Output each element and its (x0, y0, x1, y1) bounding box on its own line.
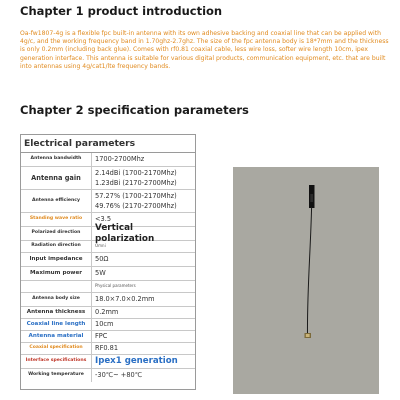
spec-value-line: Physical parameters (95, 283, 136, 289)
spec-value (92, 267, 195, 280)
spec-row (21, 241, 195, 253)
ipex-connector-pin (306, 334, 310, 337)
spec-table (20, 134, 196, 390)
spec-label: Maximum power (21, 267, 92, 280)
spec-row (21, 293, 195, 307)
spec-table-rows (21, 153, 195, 382)
spec-value-line: 5W (95, 269, 106, 278)
spec-label: Input impedance (21, 253, 92, 266)
spec-value (92, 167, 195, 189)
spec-value (92, 253, 195, 266)
spec-row (21, 319, 195, 331)
spec-value-line: Omni (95, 243, 106, 249)
spec-value (92, 369, 195, 382)
spec-value (92, 307, 195, 318)
spec-row (21, 369, 195, 382)
spec-label (21, 281, 92, 292)
spec-value (92, 153, 195, 166)
spec-label: Interface specifications (21, 355, 92, 368)
spec-row (21, 355, 195, 369)
spec-value (92, 293, 195, 306)
spec-value-line: Ipex1 generation (95, 356, 178, 367)
spec-label: Radiation direction (21, 241, 92, 252)
spec-value-line: 1700-2700Mhz (95, 155, 145, 164)
spec-label: Antenna bandwidth (21, 153, 92, 166)
spec-row (21, 307, 195, 319)
spec-value (92, 281, 195, 292)
spec-value-line: FPC (95, 332, 108, 341)
spec-value-line: 18.0×7.0×0.2mm (95, 295, 155, 304)
spec-value (92, 343, 195, 354)
spec-label: Antenna thickness (21, 307, 92, 318)
spec-value-line: 2.14dBi (1700-2170Mhz) (95, 168, 177, 177)
photo-background (233, 167, 379, 394)
spec-value (92, 355, 195, 368)
spec-value (92, 331, 195, 342)
product-introduction-text: Oa-fw1807-4g is a flexible fpc built-in antenna with its own adhesive backing and coaxial line that can be applied with 4g/c, and the working frequency band in 1.70ghz-2.7ghz. The size of the fpc antenna body is 18*7mm and the thickness is only 0.2mm (including back glue). Comes with rf0.81 coaxial cable, less wire loss, softer wire length 10cm, ipex generation interface. This antenna is suitable for various digital products, communication equipment, etc. that are built into antennas using 4g/cat1/lte frequency bands. (20, 30, 389, 70)
spec-row (21, 343, 195, 355)
spec-value (92, 241, 195, 252)
spec-value-line: 57.27% (1700-2170Mhz) (95, 191, 177, 200)
antenna-illustration (233, 167, 379, 394)
spec-value (92, 223, 195, 244)
spec-label: Working temperature (21, 369, 92, 382)
antenna-product-photo (233, 167, 379, 394)
spec-value-line: 10cm (95, 320, 114, 329)
spec-label: Antenna efficiency (21, 190, 92, 212)
spec-row (21, 153, 195, 167)
spec-value (92, 319, 195, 330)
spec-value-line: RF0.81 (95, 344, 119, 353)
spec-label: Coaxial specification (21, 343, 92, 354)
antenna-solder-pad (310, 194, 313, 202)
spec-label: Standing wave ratio (21, 213, 92, 226)
spec-row (21, 253, 195, 267)
spec-value-line: <3.5 (95, 215, 112, 224)
spec-row (21, 267, 195, 281)
spec-label: Coaxial line length (21, 319, 92, 330)
spec-label: Polarized direction (21, 227, 92, 240)
spec-value-line: -30℃~ +80℃ (95, 371, 143, 380)
spec-value-line: 0.2mm (95, 308, 119, 317)
spec-value-line: Vertical polarization (95, 223, 155, 244)
spec-row (21, 167, 195, 190)
spec-value-line: 49.76% (2170-2700Mhz) (95, 202, 177, 210)
spec-label: Antenna material (21, 331, 92, 342)
spec-row (21, 190, 195, 213)
spec-row (21, 223, 195, 244)
spec-table-title: Electrical parameters (21, 135, 195, 153)
spec-value-line: 1.23dBi (2170-2700Mhz) (95, 179, 177, 187)
chapter1-heading: Chapter 1 product introduction (20, 4, 223, 18)
chapter2-heading: Chapter 2 specification parameters (20, 103, 249, 117)
spec-row (21, 281, 195, 293)
spec-value-line: 50Ω (95, 255, 109, 264)
spec-row (21, 331, 195, 343)
spec-label: Antenna body size (21, 293, 92, 306)
spec-value (92, 190, 195, 212)
spec-label: Antenna gain (21, 167, 92, 189)
